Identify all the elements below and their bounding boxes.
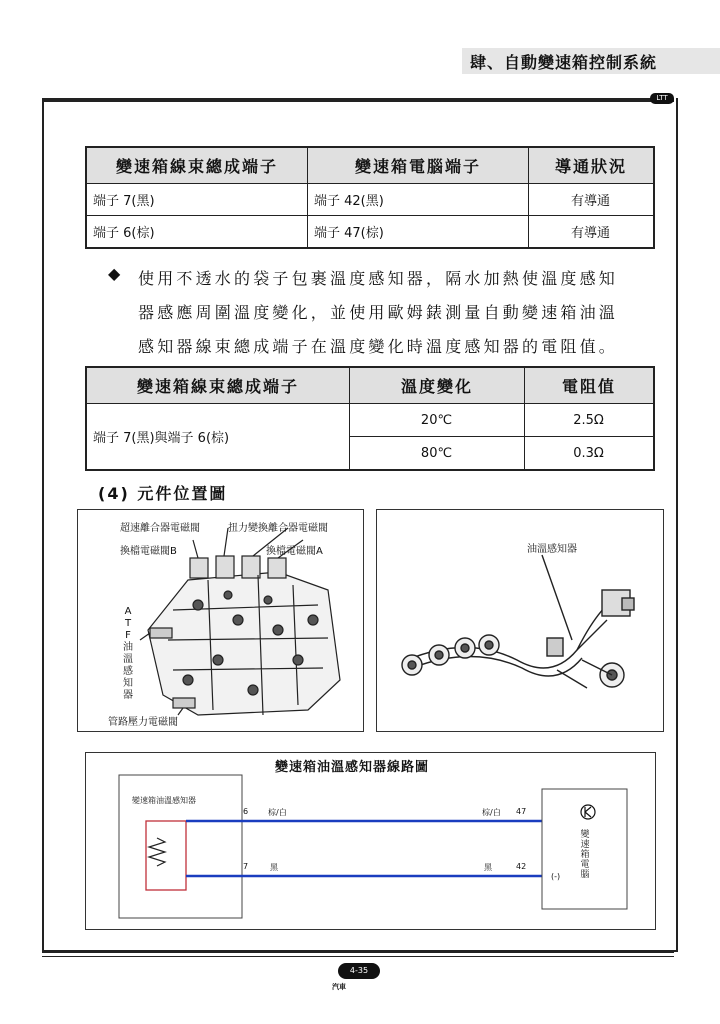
table-cell: 0.3Ω [525,437,655,471]
table-cell: 端子 7(黑)與端子 6(棕) [86,404,350,471]
continuity-table [85,146,655,249]
instruction-line: 感知器線束總成端子在溫度變化時溫度感知器的電阻值。 [138,337,619,356]
pin-label: 42 [516,862,527,871]
bottom-rule [42,951,674,953]
table-header-cell: 導通狀況 [529,147,655,184]
wiring-diagram-title: 變速箱油溫感知器線路圖 [275,760,430,775]
resistor-icon [149,838,165,866]
bottom-rule-thin [42,956,674,957]
corner-logo-icon: LTT [650,93,674,104]
table-header-cell: 電阻值 [525,367,655,404]
table-header-cell: 溫度變化 [350,367,525,404]
valve-body-figure [77,509,364,732]
table-cell: 端子 7(黑) [86,184,308,216]
instruction-line: 使用不透水的袋子包裹溫度感知器，隔水加熱使溫度感知 [138,269,619,288]
table-header-row [86,147,654,184]
table-row [86,184,654,216]
label-overdrive-solenoid: 超速離合器電磁閥 [120,523,200,534]
table-row [86,216,654,249]
pin-label: 6 [243,807,249,816]
page-number-badge: 4-35 [338,963,380,979]
table-cell: 80℃ [350,437,525,471]
wire-color-label: 黑 [484,863,492,872]
wiring-diagram [85,752,654,928]
sensor-box-label: 變速箱油溫感知器 [132,796,196,805]
label-atf-sensor: A T F 油 溫 感 知 器 [123,606,133,701]
label-line-pressure-solenoid: 管路壓力電磁閥 [108,717,178,728]
table-cell: 端子 42(黑) [308,184,529,216]
table-cell: 端子 6(棕) [86,216,308,249]
instruction-paragraph [138,262,658,364]
table-header-row [86,367,654,404]
instruction-line: 器感應周圍溫度變化，並使用歐姆錶測量自動變速箱油溫 [138,303,619,322]
label-torque-converter-solenoid: 扭力變換離合器電磁閥 [228,523,328,534]
transistor-icon [581,805,595,819]
table-header-cell: 變速箱線束總成端子 [86,367,350,404]
section-title: (4) 元件位置圖 [98,484,228,503]
table-header-cell: 變速箱線束總成端子 [86,147,308,184]
harness-illustration [377,510,663,731]
table-cell: 有導通 [529,184,655,216]
table-cell: 20℃ [350,404,525,437]
bullet-diamond-icon: ◆ [108,264,121,283]
wire-color-label: 棕/白 [268,808,287,817]
chapter-title: 肆、自動變速箱控制系統 [470,53,658,72]
label-shift-solenoid-b: 換檔電磁閥B [120,546,177,557]
pin-label: 47 [516,807,527,816]
table-cell: 有導通 [529,216,655,249]
pin-label: 7 [243,862,249,871]
harness-figure [376,509,664,732]
resistance-table [85,366,655,471]
table-cell: 2.5Ω [525,404,655,437]
wire-color-label: 黑 [270,863,278,872]
publisher-label: 汽車 [332,983,346,991]
ecu-label: 變 速 箱 電 腦 [580,830,590,880]
table-cell: 端子 47(棕) [308,216,529,249]
ground-label: (-) [551,872,561,881]
label-oil-temp-sensor: 油溫感知器 [527,544,577,555]
table-row [86,404,654,437]
wire-color-label: 棕/白 [482,808,501,817]
label-shift-solenoid-a: 換檔電磁閥A [266,546,323,557]
table-header-cell: 變速箱電腦端子 [308,147,529,184]
